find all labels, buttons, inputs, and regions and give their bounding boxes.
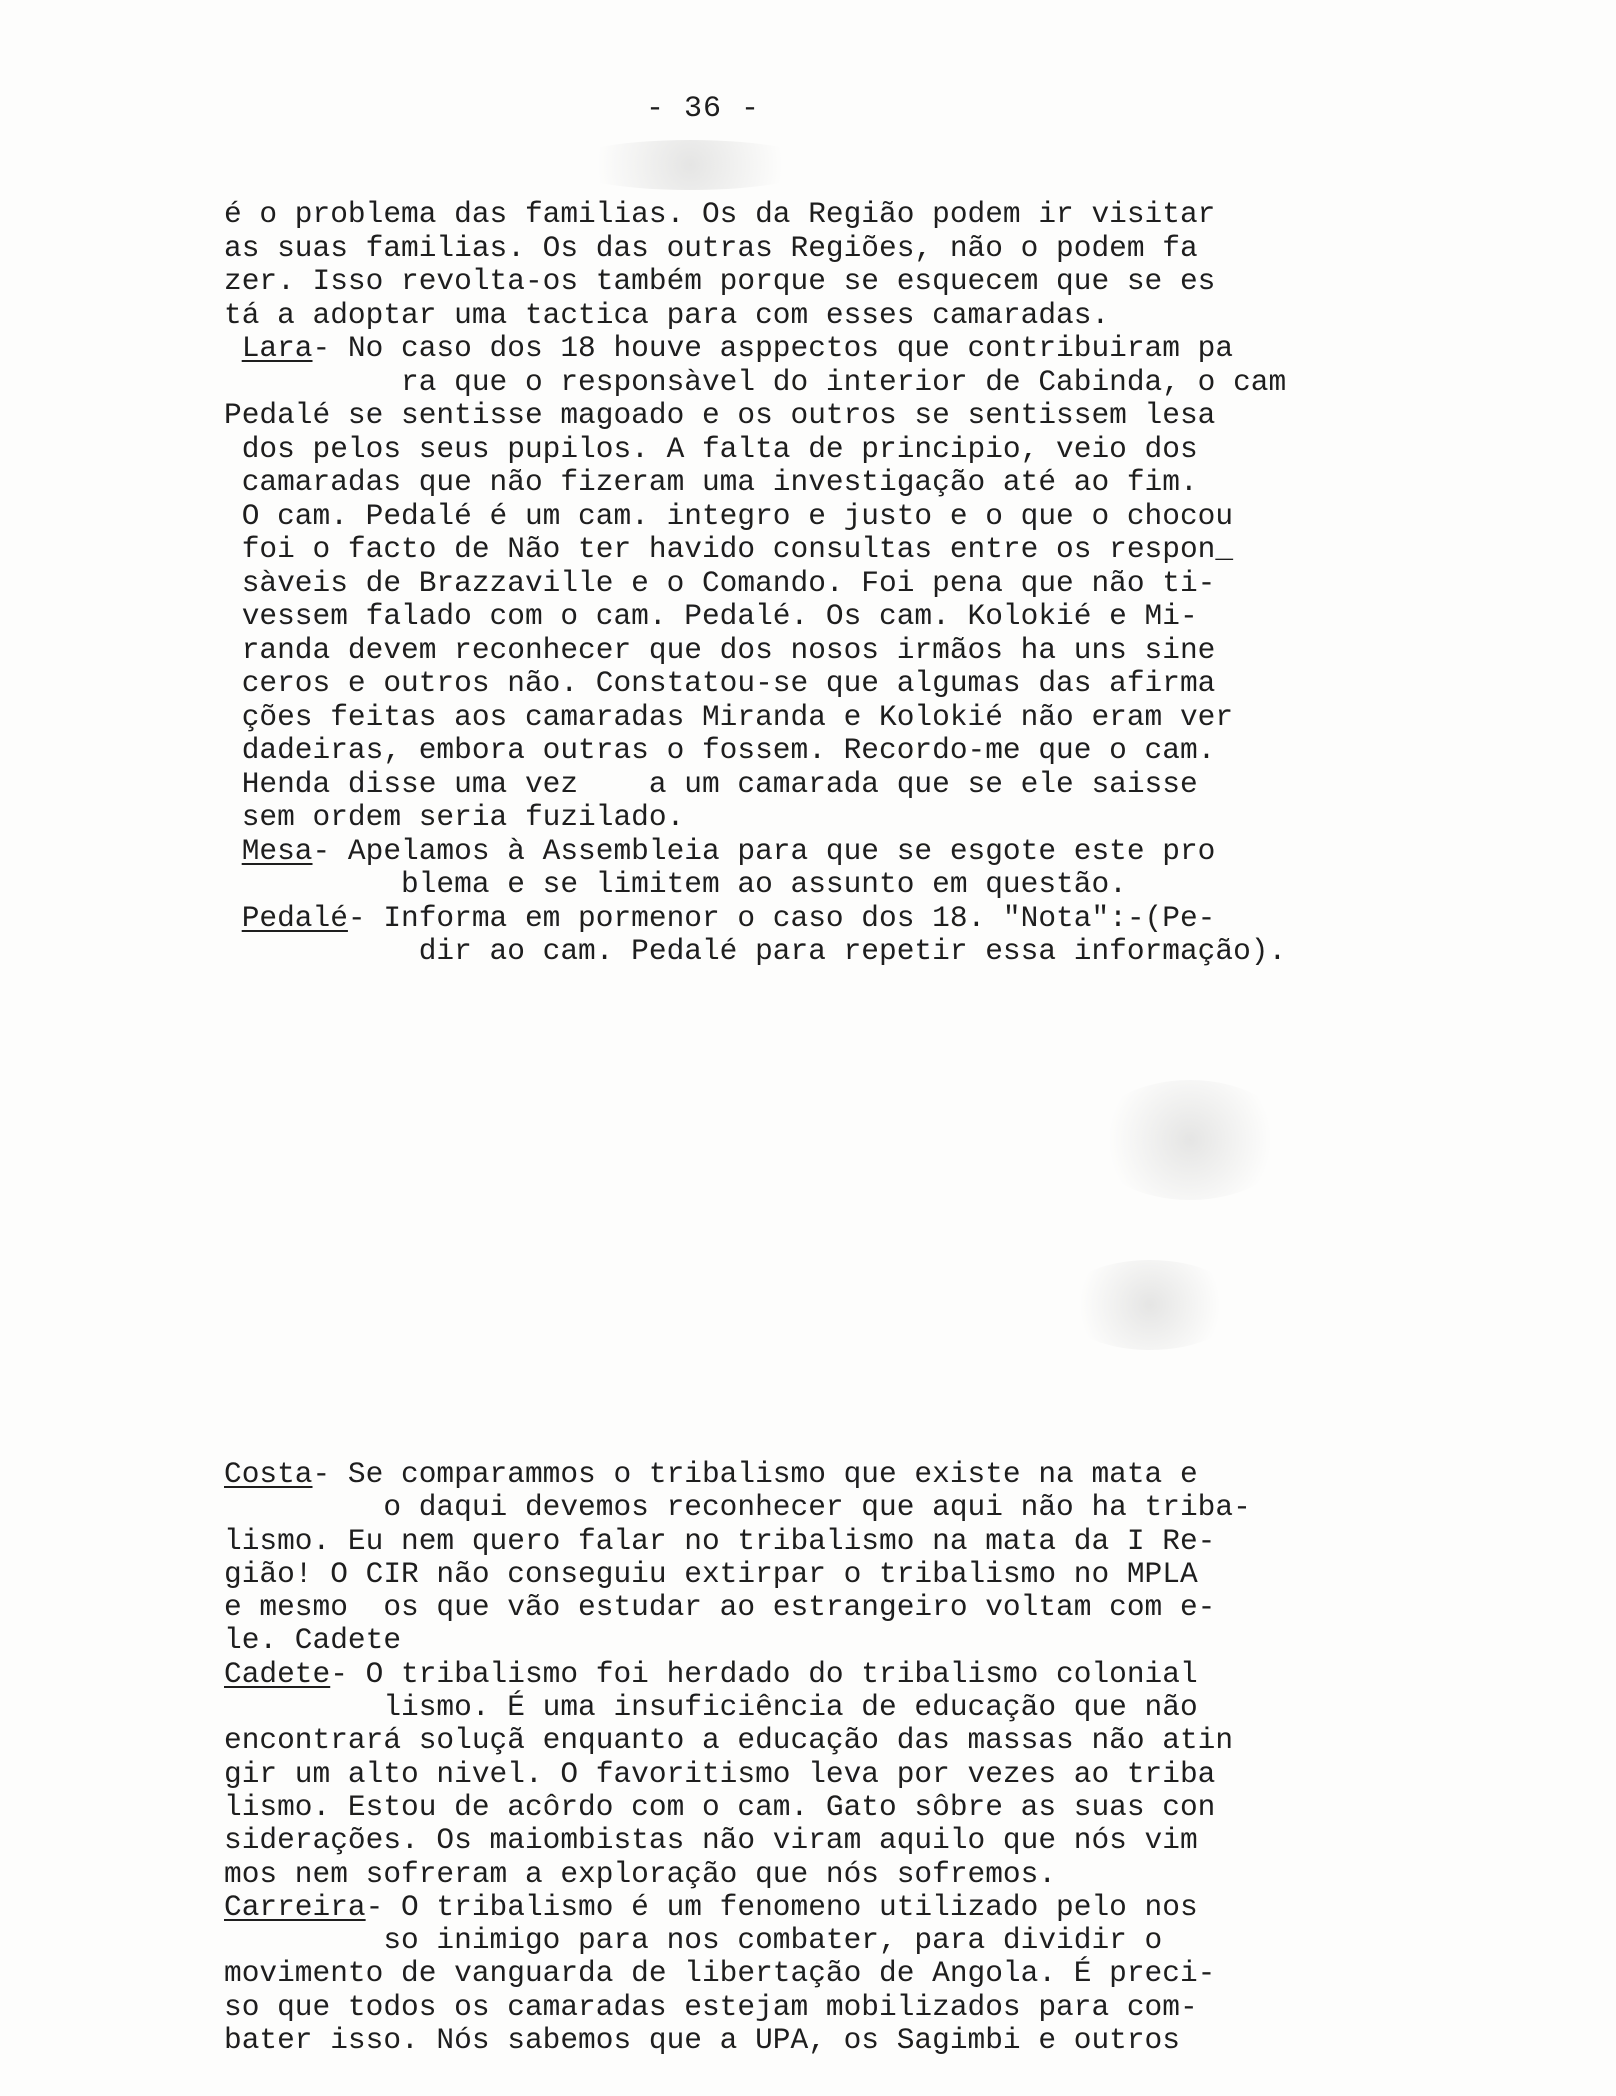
text-line — [224, 1858, 1251, 1891]
minutes-block-bottom — [224, 1458, 1251, 2057]
speaker-name: Mesa — [241, 833, 313, 868]
text-segment — [224, 834, 242, 868]
speaker-name: Carreira — [224, 1889, 366, 1924]
text-line — [224, 935, 1286, 969]
text-line — [224, 734, 1286, 768]
text-line — [224, 366, 1286, 400]
text-segment: as suas familias. Os das outras Regiões, não o podem fa — [224, 230, 1198, 265]
text-segment: o daqui devemos reconhecer que aqui não ha triba- — [224, 1490, 1251, 1525]
text-segment: lismo. Estou de acôrdo com o cam. Gato sôbre as suas con — [224, 1789, 1216, 1824]
text-segment: - Se comparammos o tribalismo que existe na mata e — [312, 1457, 1198, 1491]
text-line — [224, 1658, 1251, 1691]
text-segment: - Informa em pormenor o caso dos 18. "Nota":-(Pe- — [347, 900, 1216, 935]
text-segment: ra que o responsàvel do interior de Cabinda, o cam — [224, 364, 1287, 399]
speaker-name: Costa — [224, 1457, 313, 1491]
text-segment: so que todos os camaradas estejam mobilizados para com- — [224, 1989, 1198, 2024]
text-segment: vessem falado com o cam. Pedalé. Os cam. Kolokié e Mi- — [224, 599, 1198, 633]
text-line — [224, 701, 1286, 735]
text-segment: ceros e outros não. Constatou-se que algumas das afirma — [224, 666, 1216, 700]
text-segment: - O tribalismo é um fenomeno utilizado pelo nos — [365, 1889, 1198, 1924]
text-line — [224, 1525, 1251, 1558]
text-segment: - No caso dos 18 houve asppectos que contribuiram pa — [312, 331, 1234, 365]
text-line — [224, 433, 1286, 467]
text-line — [224, 1791, 1251, 1824]
text-segment: Pedalé se sentisse magoado e os outros se sentissem lesa — [224, 398, 1216, 432]
text-segment: O cam. Pedalé é um cam. integro e justo e o que o chocou — [224, 498, 1234, 533]
text-segment: lismo. É uma insuficiência de educação que não — [224, 1690, 1198, 1725]
paper-smudge — [1060, 1260, 1240, 1350]
text-line — [224, 466, 1286, 500]
text-segment: e mesmo os que vão estudar ao estrangeiro voltam com e- — [224, 1590, 1216, 1625]
text-segment — [224, 331, 242, 365]
text-line — [224, 801, 1286, 835]
text-line — [224, 1591, 1251, 1624]
text-segment: mos nem sofreram a exploração que nós sofremos. — [224, 1856, 1057, 1891]
text-segment: tá a adoptar uma tactica para com esses camaradas. — [224, 297, 1110, 332]
text-segment: siderações. Os maiombistas não viram aquilo que nós vim — [224, 1823, 1198, 1858]
text-line — [224, 768, 1286, 802]
text-segment: - O tribalismo foi herdado do tribalismo colonial — [330, 1656, 1198, 1691]
text-line — [224, 299, 1286, 333]
text-line — [224, 868, 1286, 902]
page-number: - 36 - — [646, 92, 761, 126]
text-segment: é o problema das familias. Os da Região podem ir visitar — [224, 197, 1216, 231]
paper-smudge — [560, 140, 820, 190]
text-line — [224, 2024, 1251, 2057]
text-line — [224, 1758, 1251, 1791]
text-line — [224, 1924, 1251, 1957]
text-segment: foi o facto de Não ter havido consultas entre os respon_ — [224, 532, 1234, 566]
speaker-name: Lara — [241, 331, 313, 365]
text-segment: dadeiras, embora outras o fossem. Recordo-me que o cam. — [224, 733, 1216, 767]
text-segment: dir ao cam. Pedalé para repetir essa informação). — [224, 934, 1287, 968]
paper-smudge — [1090, 1080, 1290, 1200]
text-line — [224, 1624, 1251, 1657]
text-line — [224, 667, 1286, 701]
text-segment: gião! O CIR não conseguiu extirpar o tribalismo no MPLA — [224, 1556, 1198, 1591]
text-segment: blema e se limitem ao assunto em questão. — [224, 867, 1127, 901]
text-line — [224, 600, 1286, 634]
text-line — [224, 1458, 1251, 1491]
text-segment: movimento de vanguarda de libertação de Angola. É preci- — [224, 1956, 1216, 1991]
text-line — [224, 634, 1286, 668]
text-segment: ções feitas aos camaradas Miranda e Kolokié não eram ver — [224, 699, 1234, 734]
speaker-name: Cadete — [224, 1656, 331, 1691]
text-line — [224, 198, 1286, 232]
text-line — [224, 1891, 1251, 1924]
text-line — [224, 902, 1286, 936]
text-line — [224, 835, 1286, 869]
text-segment: randa devem reconhecer que dos nosos irmãos ha uns sine — [224, 632, 1216, 667]
text-segment: encontrará soluçã enquanto a educação das massas não atin — [224, 1723, 1234, 1758]
text-line — [224, 1991, 1251, 2024]
text-line — [224, 1957, 1251, 1990]
text-segment: le. Cadete — [224, 1623, 402, 1658]
text-segment: Henda disse uma vez a um camarada que se ele saisse — [224, 766, 1198, 801]
text-segment: sàveis de Brazzaville e o Comando. Foi pena que não ti- — [224, 565, 1216, 600]
minutes-block-top — [224, 198, 1286, 969]
text-line — [224, 1824, 1251, 1857]
text-segment: bater isso. Nós sabemos que a UPA, os Sagimbi e outros — [224, 2023, 1180, 2058]
text-line — [224, 533, 1286, 567]
text-segment — [224, 901, 242, 935]
text-line — [224, 1558, 1251, 1591]
text-line — [224, 500, 1286, 534]
text-segment: lismo. Eu nem quero falar no tribalismo na mata da I Re- — [224, 1523, 1216, 1558]
text-segment: - Apelamos à Assembleia para que se esgote este pro — [312, 833, 1216, 868]
text-segment: camaradas que não fizeram uma investigação até ao fim. — [224, 465, 1198, 499]
text-line — [224, 332, 1286, 366]
text-line — [224, 399, 1286, 433]
text-line — [224, 232, 1286, 266]
text-line — [224, 1491, 1251, 1524]
text-segment: sem ordem seria fuzilado. — [224, 800, 685, 834]
text-segment: zer. Isso revolta-os também porque se esquecem que se es — [224, 264, 1216, 298]
text-line — [224, 265, 1286, 299]
text-segment: so inimigo para nos combater, para dividir o — [224, 1923, 1163, 1958]
text-segment: dos pelos seus pupilos. A falta de principio, veio dos — [224, 431, 1198, 466]
text-line — [224, 1724, 1251, 1757]
text-segment: gir um alto nivel. O favoritismo leva por vezes ao triba — [224, 1756, 1216, 1791]
speaker-name: Pedalé — [241, 900, 348, 935]
text-line — [224, 567, 1286, 601]
text-line — [224, 1691, 1251, 1724]
